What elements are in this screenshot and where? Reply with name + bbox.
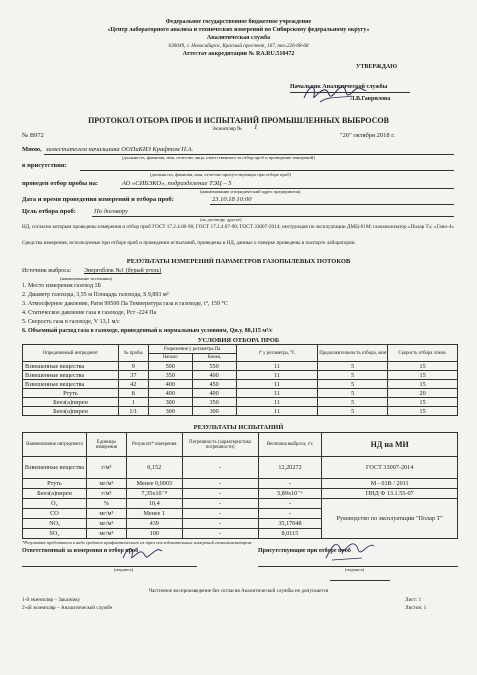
protocol-date: "26" октября 2018 г. <box>340 132 395 139</box>
sheet-no: Лист: 1 <box>405 597 422 603</box>
cell: 400 <box>192 389 236 398</box>
cell: 5 <box>318 407 388 416</box>
cell: - <box>258 479 322 489</box>
responsible-signature <box>120 542 166 564</box>
cell: 400 <box>148 380 192 389</box>
cell: 20 <box>388 389 458 398</box>
purpose-value: По договору <box>94 208 128 215</box>
source-value: Энергоблок №1 (бурый уголь) <box>84 268 162 274</box>
param-1: 1. Место измерения газоход 1Б <box>22 283 101 289</box>
results-footnote: *Результат представлен в виде среднего арифметического из трех последовательных измерений газоанализатором <box>22 540 252 545</box>
cell: - <box>258 499 322 509</box>
table-row <box>23 407 458 416</box>
present-note: (должность, фамилия, имя, отчество присутствующих при отборе проб) <box>150 172 291 177</box>
cell: 15 <box>388 398 458 407</box>
cell: мг/м³ <box>86 519 126 529</box>
cell: Менее 0,0003 <box>126 479 182 489</box>
cell: 15 <box>388 407 458 416</box>
datetime-value: 23.10.18 10:00 <box>212 196 252 203</box>
cell: 11 <box>236 371 318 380</box>
cell: 550 <box>192 362 236 371</box>
cell: 400 <box>192 371 236 380</box>
table-row <box>23 371 458 380</box>
org-line-3: Аналитическая служба <box>206 35 271 41</box>
cell: 350 <box>148 371 192 380</box>
cell: мг/м³ <box>86 529 126 539</box>
cell: 5,89х10⁻⁶ <box>258 489 322 499</box>
cell: - <box>182 479 258 489</box>
cell: 11 <box>236 407 318 416</box>
source-note: (наименование источника) <box>60 276 113 281</box>
responsible-label: Ответственный за измерения и отбор проб <box>22 548 139 554</box>
col-speed: Скорость отбора л/мин. <box>388 345 458 362</box>
cell: г/м³ <box>86 457 126 479</box>
param-5: 5. Скорость газа в газоходе, V 13,1 м/с <box>22 319 120 325</box>
params-title: РЕЗУЛЬТАТЫ ИЗМЕРЕНИЙ ПАРАМЕТРОВ ГАЗОПЫЛЕВЫХ ПОТОКОВ <box>126 258 351 265</box>
org-line-2: «Центр лабораторного анализа и технических измерений по Сибирскому федеральному округу» <box>107 27 370 33</box>
results-table <box>22 432 458 539</box>
copy-number: 1 <box>254 123 258 131</box>
copy-2: 2-ой экземпляр – Аналитической службе <box>22 605 113 611</box>
table-row <box>23 398 458 407</box>
cell: 5 <box>318 389 388 398</box>
cell: 35,17048 <box>258 519 322 529</box>
cell: 300 <box>192 407 236 416</box>
results-title: РЕЗУЛЬТАТЫ ИСПЫТАНИЙ <box>193 424 284 431</box>
protocol-title: ПРОТОКОЛ ОТБОРА ПРОБ И ИСПЫТАНИЙ ПРОМЫШЛЕННЫХ ВЫБРОСОВ <box>88 116 389 125</box>
cell: 12,20272 <box>258 457 322 479</box>
org-line-1: Федеральное государственное бюджетное учреждение <box>165 19 312 25</box>
place-label: проведен отбор пробы на: <box>22 180 99 187</box>
sampling-table <box>22 344 458 416</box>
to-value: заместителем начальника ООПиКИЗ Крафтом П.А. <box>46 146 194 153</box>
cell-nd-merged: Руководство по эксплуатации "Полар Т" <box>322 499 458 539</box>
cell: 37 <box>118 371 148 380</box>
present-sign-label: Присутствующие при отборе проб <box>258 548 351 554</box>
cell: М - 01В / 2011 <box>322 479 458 489</box>
means-text: Средства измерения, используемые при отборе проб и проведении испытаний, приведены в НД, данные о поверке приведены в паспорте лаборатории. <box>22 240 356 246</box>
cell: 5 <box>318 362 388 371</box>
table-row <box>23 489 458 499</box>
param-4: 4. Статическое давление газа в газоходе, Pст -224 Па <box>22 310 157 316</box>
cell: 0,152 <box>126 457 182 479</box>
cell: 5 <box>318 398 388 407</box>
cell: 42 <box>118 380 148 389</box>
to-label: Мною, <box>22 146 42 153</box>
table-row <box>23 499 458 509</box>
col-end: Конец <box>192 354 236 362</box>
cell: O₂ <box>23 499 87 509</box>
res-col-nd: НД на МИ <box>322 433 458 457</box>
cell: 5 <box>318 380 388 389</box>
cell: 8 <box>118 389 148 398</box>
cell: - <box>182 457 258 479</box>
cell: - <box>258 509 322 519</box>
cell: CO <box>23 509 87 519</box>
protocol-number: № В972 <box>22 132 44 139</box>
col-ingredient: Определяемый ингредиент <box>23 345 119 362</box>
to-note: (должность, фамилия, имя, отчество лица, ответственного за отбор проб и проведение измерений) <box>122 155 315 160</box>
cell: 300 <box>148 407 192 416</box>
table-row <box>23 380 458 389</box>
cell: 8,0115 <box>258 529 322 539</box>
org-address: 630049, г. Новосибирск, Красный проспект, 167, тел.226-08-68 <box>168 43 309 49</box>
cell: мг/м³ <box>86 479 126 489</box>
cell: NOₓ <box>23 519 87 529</box>
cell: 1/1 <box>118 407 148 416</box>
present-signature <box>322 536 376 564</box>
cell: Бенз(а)пирен <box>23 398 119 407</box>
col-sample-no: № пробы <box>118 345 148 362</box>
cell: 11 <box>236 380 318 389</box>
cell: 11 <box>236 398 318 407</box>
res-col-emission: Величина выброса, г/с <box>258 433 322 457</box>
cell: Бенз(а)пирен <box>23 407 119 416</box>
param-6: 6. Объемный расход газа в газоходе, приведенный к нормальным условиям, Qн.у. 80,115 м³/с <box>22 328 273 334</box>
cell: Ртуть <box>23 389 119 398</box>
param-2: 2. Диаметр газохода, 3,55 м Площадь газохода, S 9,893 м² <box>22 292 169 298</box>
copy-1: 1-й экземпляр – Заказчику <box>22 597 81 603</box>
cell: 500 <box>148 362 192 371</box>
table-row <box>23 479 458 489</box>
approval-position: Начальник Аналитической службы <box>290 84 388 90</box>
res-col-error: Погрешность (характеристика погрешности) <box>182 433 258 457</box>
cell: 350 <box>192 398 236 407</box>
present-sign-note: (подпись) <box>345 567 365 572</box>
cell: 11 <box>236 389 318 398</box>
cell: 15 <box>388 362 458 371</box>
table-row <box>23 457 458 479</box>
res-col-result: Результат* измерения <box>126 433 182 457</box>
col-temp: t° у ротаметра, °C <box>236 345 318 362</box>
cell: SO₂ <box>23 529 87 539</box>
partial-reproduction: Частичное воспроизведение без согласия Аналитической службы не допускается <box>148 588 329 594</box>
cell: - <box>182 519 258 529</box>
cell: 100 <box>126 529 182 539</box>
cell: 10,4 <box>126 499 182 509</box>
cell: 450 <box>192 380 236 389</box>
cell: Бенз(а)пирен <box>23 489 87 499</box>
cell: 11 <box>236 362 318 371</box>
cell: 15 <box>388 380 458 389</box>
col-duration: Продолжительность отбора, мин <box>318 345 388 362</box>
table-row <box>23 389 458 398</box>
cell: - <box>182 489 258 499</box>
approval-title: УТВЕРЖДАЮ <box>356 64 398 70</box>
res-col-name: Наименование ингредиента <box>23 433 87 457</box>
cell: г/м³ <box>86 489 126 499</box>
cell: 15 <box>388 371 458 380</box>
cell: ГОСТ 33007-2014 <box>322 457 458 479</box>
cell: Взвешенные вещества <box>23 380 119 389</box>
cell: 400 <box>148 389 192 398</box>
cell: 1 <box>118 398 148 407</box>
cell: % <box>86 499 126 509</box>
res-col-unit: Единицы измерения <box>86 433 126 457</box>
cell: - <box>182 509 258 519</box>
cell: 300 <box>148 398 192 407</box>
sheets-total: Листов: 1 <box>405 605 427 611</box>
nd-text: НД, согласно которым проведены измерения и отбор проб ГОСТ 17.2.4.06-90; ГОСТ 17.2.4.07-90; ГОСТ 33007-2014; инструкция по эксплуатации ДМЦ-01М; газоанализатор «Полар Т»; «Гано-4» <box>22 224 454 230</box>
cell: Взвешенные вещества <box>23 371 119 380</box>
param-3: 3. Атмосферное давление, Pатм 99500 Па Температура газа в газоходе, t°, 159 °C <box>22 301 228 307</box>
cell: 439 <box>126 519 182 529</box>
cell: 7,35х10⁻⁸ <box>126 489 182 499</box>
cell: Взвешенные вещества <box>23 362 119 371</box>
accreditation: Аттестат аккредитации № RA.RU.510472 <box>182 51 295 57</box>
source-label: Источник выброса: <box>22 268 72 274</box>
sampling-title: УСЛОВИЯ ОТБОРА ПРОБ <box>197 337 280 344</box>
cell: Менее 1 <box>126 509 182 519</box>
purpose-label: Цель отбора проб: <box>22 208 76 215</box>
approval-name: Л.В.Гаврилова <box>350 96 391 102</box>
approval-signature <box>300 78 370 106</box>
responsible-note: (подпись) <box>114 567 134 572</box>
table-row <box>23 362 458 371</box>
cell: Ртуть <box>23 479 87 489</box>
col-start: Начало <box>148 354 192 362</box>
cell: - <box>182 529 258 539</box>
copy-label: Экземпляр № <box>212 126 243 132</box>
cell: 9 <box>118 362 148 371</box>
cell: ПНД Ф 13.1.55-07 <box>322 489 458 499</box>
cell: 5 <box>318 371 388 380</box>
cell: Взвешенные вещества <box>23 457 87 479</box>
place-value: АО «СИБЭКО», подразделение ТЭЦ – 5 <box>122 180 232 187</box>
purpose-note: (по договору, другое) <box>200 217 242 222</box>
cell: мг/м³ <box>86 509 126 519</box>
datetime-label: Дата и время проведения измерений и отбора проб: <box>22 196 174 203</box>
col-range: Разрежение у ротаметра Па <box>148 345 236 354</box>
present-label: в присутствии: <box>22 162 67 169</box>
cell: - <box>182 499 258 509</box>
place-note: (наименование и юридический адрес предприятия) <box>200 189 301 194</box>
